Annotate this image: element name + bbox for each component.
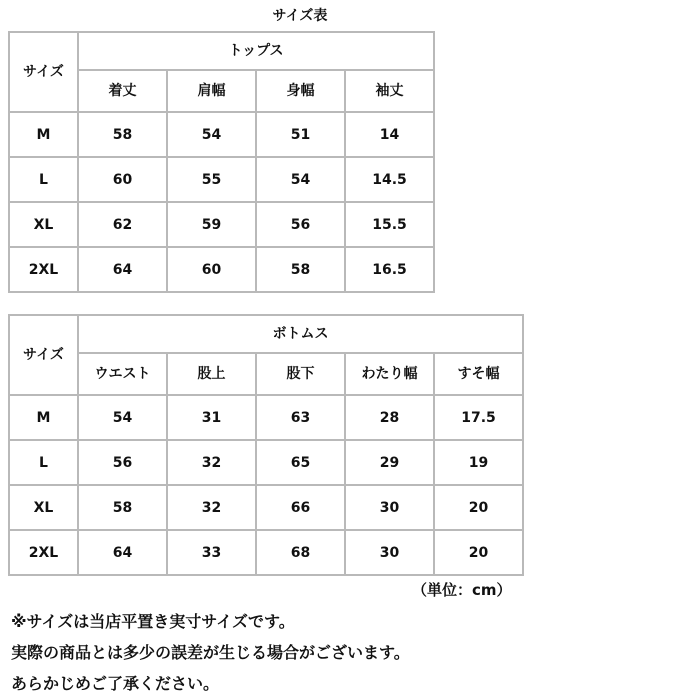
value-cell: 66 [256,485,345,530]
value-cell: 28 [345,395,434,440]
tops-group-header: トップス [78,32,434,70]
table-row [9,485,523,530]
tops-size-header: サイズ [9,32,78,112]
tops-size-table [8,31,435,293]
value-cell: 62 [78,202,167,247]
note-line: ※サイズは当店平置き実寸サイズです。 [11,612,295,631]
bottoms-column-header: すそ幅 [434,353,523,395]
table-row [9,395,523,440]
size-cell: XL [9,202,78,247]
value-cell: 51 [256,112,345,157]
value-cell: 63 [256,395,345,440]
value-cell: 30 [345,485,434,530]
tops-column-header: 肩幅 [167,70,256,112]
value-cell: 15.5 [345,202,434,247]
table-row [9,440,523,485]
bottoms-group-header: ボトムス [78,315,523,353]
table-row [9,157,434,202]
unit-label: （単位：cm） [412,581,512,599]
value-cell: 60 [167,247,256,292]
size-cell: M [9,395,78,440]
bottoms-column-header: ウエスト [78,353,167,395]
value-cell: 56 [78,440,167,485]
value-cell: 14 [345,112,434,157]
tops-column-header: 袖丈 [345,70,434,112]
value-cell: 32 [167,440,256,485]
size-cell: 2XL [9,247,78,292]
bottoms-column-header: 股下 [256,353,345,395]
table-row [9,202,434,247]
table-row [9,247,434,292]
size-cell: XL [9,485,78,530]
value-cell: 64 [78,247,167,292]
value-cell: 20 [434,530,523,575]
value-cell: 65 [256,440,345,485]
tops-column-header: 着丈 [78,70,167,112]
bottoms-size-header: サイズ [9,315,78,395]
value-cell: 55 [167,157,256,202]
value-cell: 58 [256,247,345,292]
value-cell: 17.5 [434,395,523,440]
value-cell: 54 [78,395,167,440]
note-line: 実際の商品とは多少の誤差が生じる場合がございます。 [11,643,410,662]
value-cell: 31 [167,395,256,440]
bottoms-column-header: わたり幅 [345,353,434,395]
tops-column-header: 身幅 [256,70,345,112]
value-cell: 58 [78,112,167,157]
value-cell: 60 [78,157,167,202]
value-cell: 68 [256,530,345,575]
value-cell: 14.5 [345,157,434,202]
value-cell: 30 [345,530,434,575]
value-cell: 56 [256,202,345,247]
value-cell: 16.5 [345,247,434,292]
table-row [9,112,434,157]
note-line: あらかじめご了承ください。 [11,674,220,693]
value-cell: 33 [167,530,256,575]
value-cell: 54 [256,157,345,202]
value-cell: 19 [434,440,523,485]
size-cell: M [9,112,78,157]
value-cell: 58 [78,485,167,530]
size-cell: 2XL [9,530,78,575]
value-cell: 59 [167,202,256,247]
size-cell: L [9,440,78,485]
size-cell: L [9,157,78,202]
bottoms-column-header: 股上 [167,353,256,395]
value-cell: 54 [167,112,256,157]
value-cell: 64 [78,530,167,575]
bottoms-size-table [8,314,524,576]
table-row [9,530,523,575]
value-cell: 20 [434,485,523,530]
page-title: サイズ表 [272,8,328,24]
value-cell: 29 [345,440,434,485]
value-cell: 32 [167,485,256,530]
